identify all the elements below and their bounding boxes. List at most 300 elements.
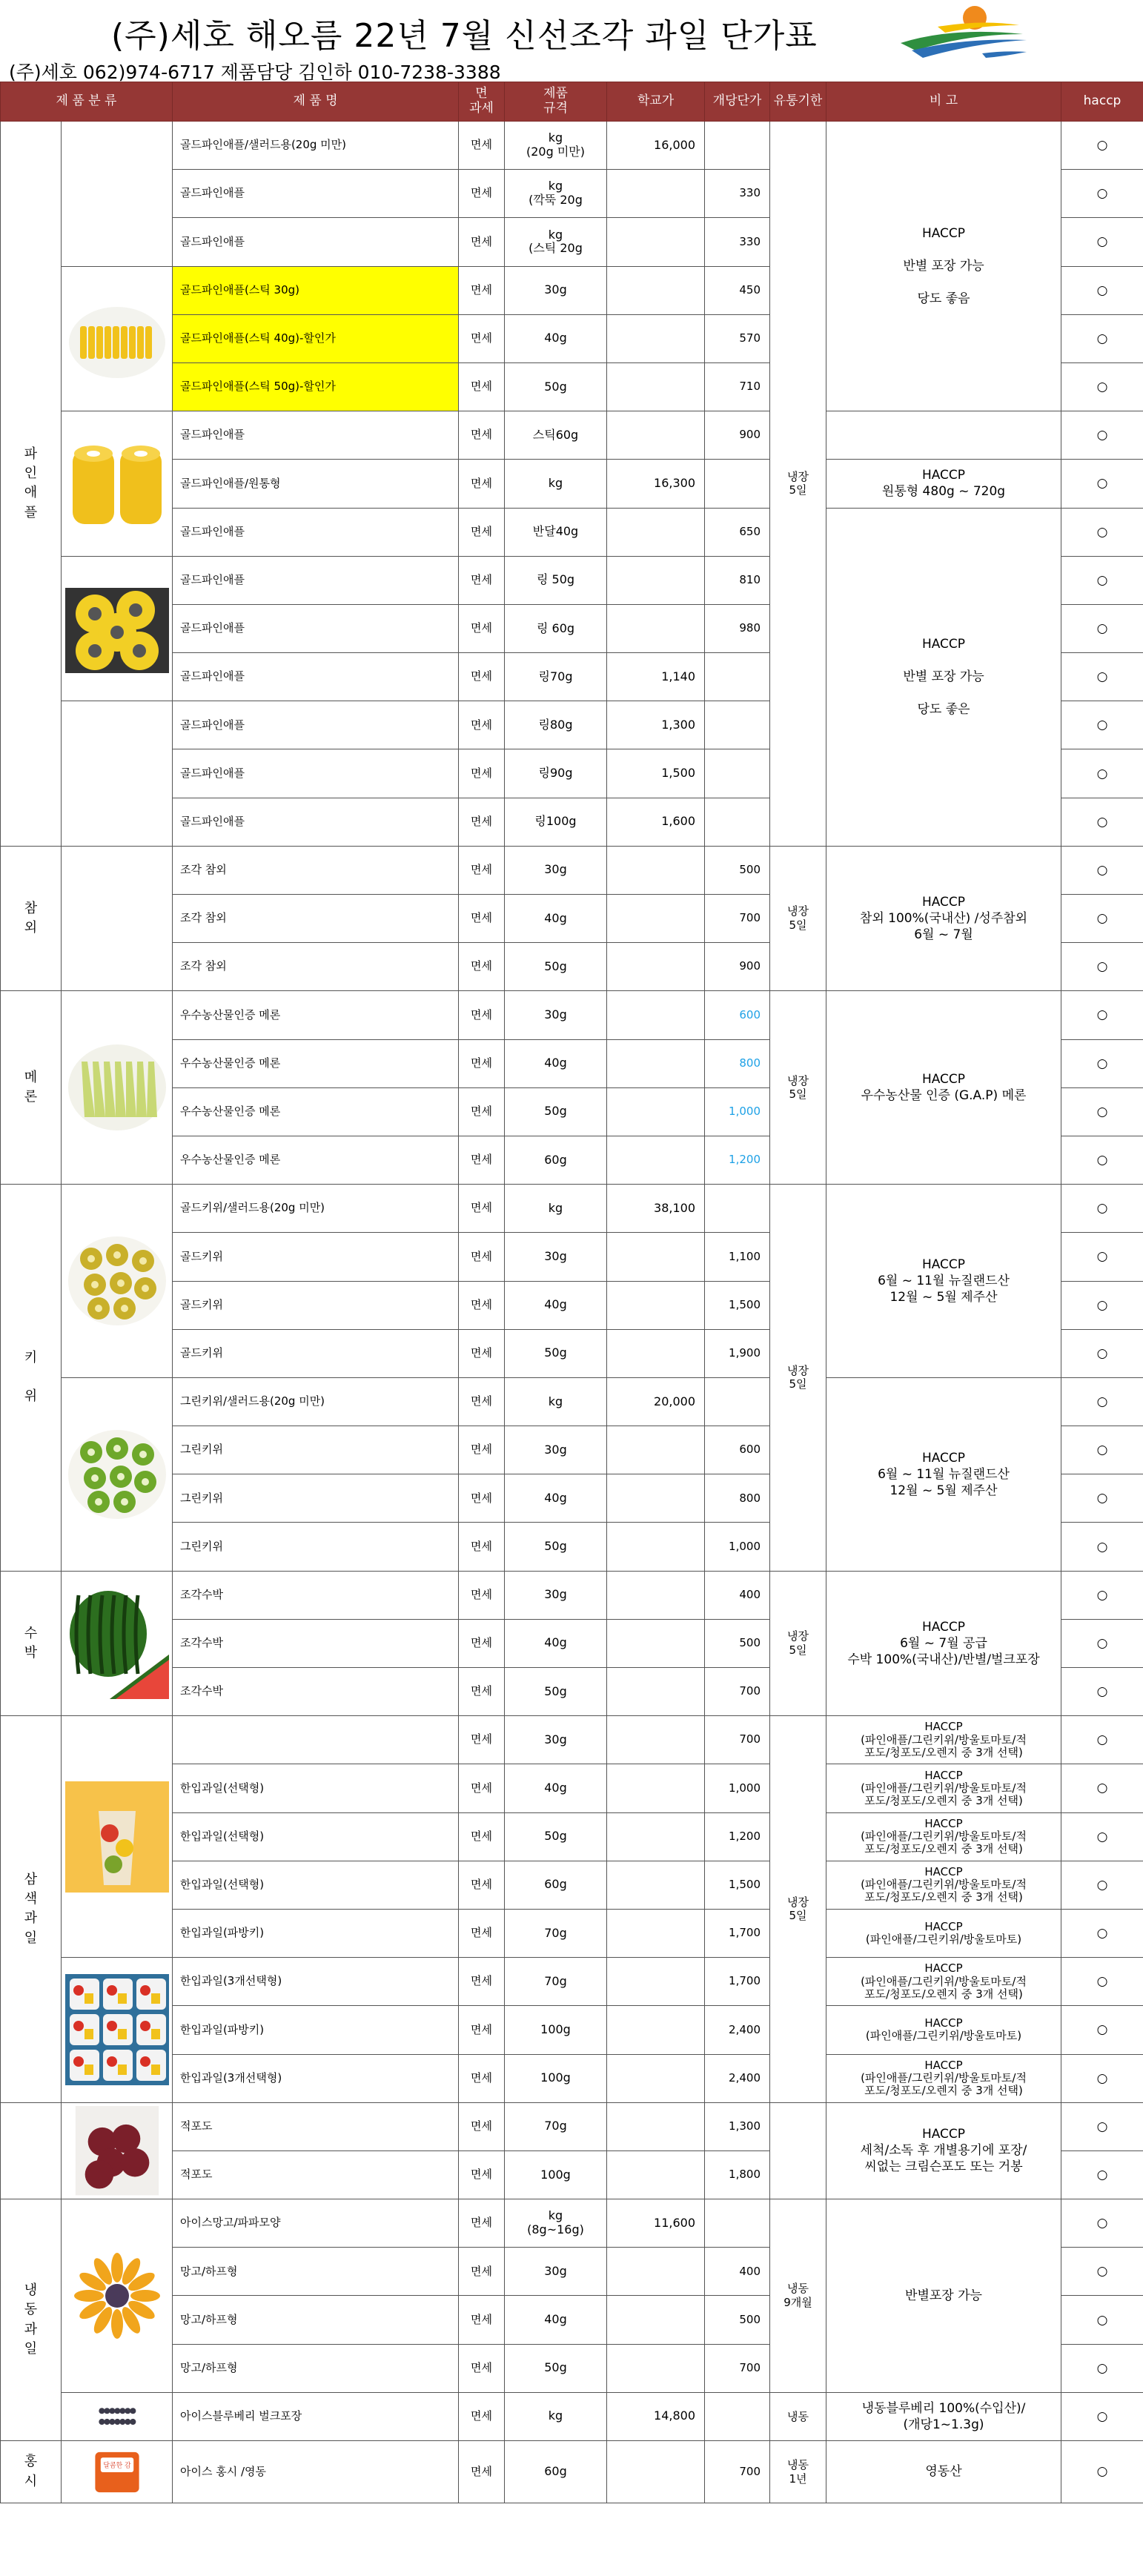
product-name: 골드파인애플(스틱 30g) [173, 266, 459, 314]
unit-price-cell: 600 [705, 991, 770, 1039]
unit-price-cell: 1,300 [705, 2102, 770, 2150]
unit-price-cell: 400 [705, 1571, 770, 1619]
blueberry-photo [65, 2396, 169, 2437]
tax-cell: 면세 [459, 1958, 505, 2006]
haccp-mark: ○ [1061, 1233, 1143, 1281]
spec-cell: kg (8g~16g) [505, 2199, 607, 2248]
school-price-cell: 1,300 [607, 701, 705, 749]
note-cell: HACCP (파인애플/그린키위/방울토마토/적 포도/청포도/오렌지 중 3개 선택) [826, 1812, 1061, 1861]
school-price-cell [607, 895, 705, 943]
note-cell: HACCP 반별 포장 가능 당도 좋은 [826, 508, 1061, 846]
unit-price-cell: 700 [705, 2344, 770, 2392]
spec-cell: 30g [505, 1716, 607, 1764]
product-name: 망고/하프형 [173, 2296, 459, 2344]
note-cell: HACCP (파인애플/그린키위/방울토마토/적 포도/청포도/오렌지 중 3개 선택) [826, 2054, 1061, 2102]
product-image-cell [62, 846, 173, 991]
haccp-mark: ○ [1061, 1571, 1143, 1619]
tax-cell: 면세 [459, 846, 505, 894]
unit-price-cell: 700 [705, 1716, 770, 1764]
shelf-life-cell: 냉동 [770, 2392, 826, 2440]
spec-cell: 40g [505, 1474, 607, 1523]
table-row [1, 991, 1143, 1039]
page-header [0, 0, 1143, 82]
unit-price-cell: 810 [705, 556, 770, 604]
tax-cell: 면세 [459, 122, 505, 170]
school-price-cell [607, 1281, 705, 1329]
haccp-mark: ○ [1061, 1668, 1143, 1716]
product-image-cell [62, 1571, 173, 1716]
spec-cell: kg [505, 1377, 607, 1426]
col-unit-price: 개당단가 [705, 82, 770, 122]
note-cell: 반별포장 가능 [826, 2199, 1061, 2393]
unit-price-cell: 800 [705, 1039, 770, 1087]
product-image-cell [62, 1716, 173, 1958]
school-price-cell [607, 2441, 705, 2503]
table-row [1, 846, 1143, 894]
note-cell: HACCP (파인애플/그린키위/방울토마토) [826, 2006, 1061, 2054]
tax-cell: 면세 [459, 2102, 505, 2150]
product-name: 아이스블루베리 벌크포장 [173, 2392, 459, 2440]
unit-price-cell: 980 [705, 604, 770, 652]
haccp-mark: ○ [1061, 411, 1143, 460]
pine-cyl-photo [65, 428, 169, 539]
unit-price-cell: 450 [705, 266, 770, 314]
spec-cell: 30g [505, 1571, 607, 1619]
unit-price-cell: 570 [705, 314, 770, 362]
product-image-cell [62, 701, 173, 847]
product-name: 조각 참외 [173, 846, 459, 894]
product-name: 조각 참외 [173, 943, 459, 991]
haccp-mark: ○ [1061, 2248, 1143, 2296]
unit-price-cell: 1,500 [705, 1281, 770, 1329]
school-price-cell [607, 1909, 705, 1957]
product-image-cell [62, 2441, 173, 2503]
col-haccp: haccp [1061, 82, 1143, 122]
tax-cell: 면세 [459, 556, 505, 604]
school-price-cell [607, 943, 705, 991]
tax-cell: 면세 [459, 895, 505, 943]
spec-cell: 40g [505, 1619, 607, 1667]
spec-cell: 60g [505, 1861, 607, 1909]
table-row [1, 1812, 1143, 1861]
haccp-mark: ○ [1061, 1136, 1143, 1184]
spec-cell: 링90g [505, 749, 607, 798]
tax-cell: 면세 [459, 1812, 505, 1861]
unit-price-cell: 2,400 [705, 2006, 770, 2054]
school-price-cell [607, 266, 705, 314]
tax-cell: 면세 [459, 1329, 505, 1377]
unit-price-cell: 800 [705, 1474, 770, 1523]
haccp-mark: ○ [1061, 604, 1143, 652]
product-name: 한입과일(선택형) [173, 1764, 459, 1812]
product-image-cell [62, 122, 173, 267]
spec-cell: 50g [505, 1668, 607, 1716]
note-cell: HACCP (파인애플/그린키위/방울토마토/적 포도/청포도/오렌지 중 3개 선택) [826, 1764, 1061, 1812]
col-note: 비 고 [826, 82, 1061, 122]
product-name: 아이스망고/파파모양 [173, 2199, 459, 2248]
unit-price-cell: 1,700 [705, 1958, 770, 2006]
school-price-cell [607, 1716, 705, 1764]
unit-price-cell [705, 460, 770, 508]
spec-cell: 60g [505, 1136, 607, 1184]
product-name: 조각수박 [173, 1619, 459, 1667]
category-cell: 파 인 애 플 [1, 122, 62, 847]
product-name: 한입과일(선택형) [173, 1861, 459, 1909]
shelf-life-cell: 냉동 9개월 [770, 2199, 826, 2393]
tax-cell: 면세 [459, 943, 505, 991]
col-spec: 제품 규격 [505, 82, 607, 122]
haccp-mark: ○ [1061, 1377, 1143, 1426]
haccp-mark: ○ [1061, 1426, 1143, 1474]
unit-price-cell: 600 [705, 1426, 770, 1474]
product-name: 골드파인애플 [173, 411, 459, 460]
haccp-mark: ○ [1061, 1861, 1143, 1909]
unit-price-cell: 1,700 [705, 1909, 770, 1957]
product-name: 골드키위/샐러드용(20g 미만) [173, 1185, 459, 1233]
haccp-mark: ○ [1061, 2054, 1143, 2102]
product-name: 우수농산물인증 메론 [173, 991, 459, 1039]
product-name: 골드파인애플 [173, 604, 459, 652]
school-price-cell [607, 1619, 705, 1667]
table-row [1, 508, 1143, 556]
col-category: 제 품 분 류 [1, 82, 173, 122]
haccp-mark: ○ [1061, 314, 1143, 362]
table-row [1, 2006, 1143, 2054]
category-cell: 참 외 [1, 846, 62, 991]
spec-cell: 30g [505, 266, 607, 314]
school-price-cell: 1,140 [607, 653, 705, 701]
persimmon-box-label: 달콤한 감 [102, 2462, 131, 2470]
note-cell: 영동산 [826, 2441, 1061, 2503]
haccp-mark: ○ [1061, 2102, 1143, 2150]
haccp-mark: ○ [1061, 218, 1143, 266]
tax-cell: 면세 [459, 218, 505, 266]
table-row [1, 2199, 1143, 2248]
haccp-mark: ○ [1061, 1764, 1143, 1812]
haccp-mark: ○ [1061, 1474, 1143, 1523]
company-logo [893, 4, 1034, 68]
school-price-cell: 1,600 [607, 798, 705, 846]
school-price-cell [607, 2006, 705, 2054]
product-image-cell [62, 991, 173, 1185]
product-name: 골드파인애플 [173, 170, 459, 218]
haccp-mark: ○ [1061, 1812, 1143, 1861]
school-price-cell: 11,600 [607, 2199, 705, 2248]
haccp-mark: ○ [1061, 991, 1143, 1039]
spec-cell: 100g [505, 2006, 607, 2054]
tax-cell: 면세 [459, 2441, 505, 2503]
school-price-cell [607, 1861, 705, 1909]
spec-cell: 50g [505, 362, 607, 411]
spec-cell: kg (20g 미만) [505, 122, 607, 170]
unit-price-cell [705, 798, 770, 846]
haccp-mark: ○ [1061, 1329, 1143, 1377]
school-price-cell [607, 1087, 705, 1136]
haccp-mark: ○ [1061, 749, 1143, 798]
school-price-cell [607, 1329, 705, 1377]
school-price-cell [607, 604, 705, 652]
school-price-cell [607, 2248, 705, 2296]
haccp-mark: ○ [1061, 2006, 1143, 2054]
spec-cell: 50g [505, 1523, 607, 1571]
unit-price-cell: 330 [705, 218, 770, 266]
tax-cell: 면세 [459, 2199, 505, 2248]
unit-price-cell: 330 [705, 170, 770, 218]
shelf-life-cell: 냉장 5일 [770, 1185, 826, 1572]
haccp-mark: ○ [1061, 653, 1143, 701]
shelf-life-cell [770, 2102, 826, 2199]
unit-price-cell: 1,000 [705, 1764, 770, 1812]
haccp-mark: ○ [1061, 701, 1143, 749]
spec-cell: 40g [505, 1764, 607, 1812]
haccp-mark: ○ [1061, 2392, 1143, 2440]
spec-cell: 40g [505, 2296, 607, 2344]
product-name: 골드파인애플 [173, 508, 459, 556]
note-cell: HACCP 원통형 480g ~ 720g [826, 460, 1061, 508]
school-price-cell [607, 2150, 705, 2199]
school-price-cell [607, 1523, 705, 1571]
tax-cell: 면세 [459, 2296, 505, 2344]
product-name: 우수농산물인증 메론 [173, 1039, 459, 1087]
haccp-mark: ○ [1061, 943, 1143, 991]
tax-cell: 면세 [459, 2392, 505, 2440]
table-row [1, 2054, 1143, 2102]
product-name: 한입과일(파방키) [173, 2006, 459, 2054]
school-price-cell: 20,000 [607, 1377, 705, 1426]
product-name: 망고/하프형 [173, 2248, 459, 2296]
tax-cell: 면세 [459, 798, 505, 846]
table-row [1, 1377, 1143, 1426]
school-price-cell [607, 218, 705, 266]
unit-price-cell: 700 [705, 1668, 770, 1716]
product-name: 그린키위 [173, 1426, 459, 1474]
table-row [1, 1909, 1143, 1957]
table-row [1, 460, 1143, 508]
spec-cell: 반달40g [505, 508, 607, 556]
product-name: 골드키위 [173, 1233, 459, 1281]
product-name: 골드파인애플(스틱 50g)-할인가 [173, 362, 459, 411]
tax-cell: 면세 [459, 460, 505, 508]
school-price-cell [607, 314, 705, 362]
product-name: 적포도 [173, 2102, 459, 2150]
unit-price-cell: 500 [705, 2296, 770, 2344]
tax-cell: 면세 [459, 653, 505, 701]
school-price-cell [607, 2102, 705, 2150]
col-name: 제 품 명 [173, 82, 459, 122]
spec-cell: 링70g [505, 653, 607, 701]
spec-cell: 70g [505, 1958, 607, 2006]
tax-cell: 면세 [459, 1281, 505, 1329]
spec-cell: 60g [505, 2441, 607, 2503]
watermelon-photo [65, 1588, 169, 1699]
school-price-cell: 16,300 [607, 460, 705, 508]
tax-cell: 면세 [459, 701, 505, 749]
product-name: 골드파인애플 [173, 701, 459, 749]
product-name: 조각 참외 [173, 895, 459, 943]
product-image-cell [62, 1185, 173, 1378]
school-price-cell [607, 1764, 705, 1812]
spec-cell: kg [505, 1185, 607, 1233]
tax-cell: 면세 [459, 362, 505, 411]
haccp-mark: ○ [1061, 2199, 1143, 2248]
mango-star-photo [65, 2240, 169, 2351]
product-name: 골드키위 [173, 1329, 459, 1377]
spec-cell: 링100g [505, 798, 607, 846]
unit-price-cell [705, 653, 770, 701]
table-row [1, 2102, 1143, 2150]
unit-price-cell: 1,200 [705, 1812, 770, 1861]
note-cell [826, 411, 1061, 460]
unit-price-cell [705, 2392, 770, 2440]
tax-cell: 면세 [459, 1474, 505, 1523]
haccp-mark: ○ [1061, 556, 1143, 604]
goldkiwi-photo [65, 1225, 169, 1337]
product-name: 적포도 [173, 2150, 459, 2199]
tax-cell: 면세 [459, 749, 505, 798]
school-price-cell [607, 846, 705, 894]
page-title: (주)세호 해오름 22년 7월 신선조각 과일 단가표 [111, 17, 818, 55]
unit-price-cell: 900 [705, 411, 770, 460]
haccp-mark: ○ [1061, 2150, 1143, 2199]
haccp-mark: ○ [1061, 122, 1143, 170]
unit-price-cell: 2,400 [705, 2054, 770, 2102]
tax-cell: 면세 [459, 1764, 505, 1812]
spec-cell: 30g [505, 991, 607, 1039]
category-cell: 키 위 [1, 1185, 62, 1572]
category-cell [1, 2102, 62, 2199]
tax-cell: 면세 [459, 2006, 505, 2054]
haccp-mark: ○ [1061, 1087, 1143, 1136]
spec-cell: 50g [505, 2344, 607, 2392]
table-header-row [1, 82, 1143, 122]
product-image-cell [62, 1958, 173, 2103]
haccp-mark: ○ [1061, 2296, 1143, 2344]
product-name: 골드파인애플 [173, 798, 459, 846]
haccp-mark: ○ [1061, 1281, 1143, 1329]
haccp-mark: ○ [1061, 1716, 1143, 1764]
product-name: 아이스 홍시 /영동 [173, 2441, 459, 2503]
spec-cell: kg [505, 2392, 607, 2440]
note-cell: HACCP (파인애플/그린키위/방울토마토) [826, 1909, 1061, 1957]
unit-price-cell [705, 122, 770, 170]
product-name: 골드파인애플 [173, 556, 459, 604]
school-price-cell [607, 1426, 705, 1474]
product-name: 골드파인애플 [173, 653, 459, 701]
pine-ring-photo [65, 573, 169, 684]
school-price-cell [607, 1039, 705, 1087]
spec-cell: 100g [505, 2054, 607, 2102]
haccp-mark: ○ [1061, 2344, 1143, 2392]
tax-cell: 면세 [459, 314, 505, 362]
tax-cell: 면세 [459, 266, 505, 314]
col-tax: 면 과세 [459, 82, 505, 122]
tax-cell: 면세 [459, 1039, 505, 1087]
school-price-cell: 1,500 [607, 749, 705, 798]
school-price-cell [607, 991, 705, 1039]
haccp-mark: ○ [1061, 1958, 1143, 2006]
product-name: 그린키위/샐러드용(20g 미만) [173, 1377, 459, 1426]
tax-cell: 면세 [459, 1571, 505, 1619]
spec-cell: kg (깍뚝 20g [505, 170, 607, 218]
note-cell: HACCP 세척/소독 후 개별용기에 포장/ 씨없는 크림슨포도 또는 거봉 [826, 2102, 1061, 2199]
school-price-cell [607, 508, 705, 556]
product-name: 골드파인애플 [173, 218, 459, 266]
tax-cell: 면세 [459, 1909, 505, 1957]
product-name: 골드파인애플/샐러드용(20g 미만) [173, 122, 459, 170]
product-name: 조각수박 [173, 1668, 459, 1716]
school-price-cell [607, 2344, 705, 2392]
school-price-cell [607, 1812, 705, 1861]
haccp-mark: ○ [1061, 1185, 1143, 1233]
haccp-mark: ○ [1061, 508, 1143, 556]
school-price-cell [607, 1571, 705, 1619]
tax-cell: 면세 [459, 1716, 505, 1764]
haccp-mark: ○ [1061, 266, 1143, 314]
grape-photo [65, 2106, 169, 2195]
haccp-mark: ○ [1061, 798, 1143, 846]
spec-cell: kg [505, 460, 607, 508]
note-cell: 냉동블루베리 100%(수입산)/ (개당1~1.3g) [826, 2392, 1061, 2440]
shelf-life-cell: 냉동 1년 [770, 2441, 826, 2503]
product-name: 한입과일(파방키) [173, 1909, 459, 1957]
pine-stick-photo [65, 283, 169, 394]
spec-cell: 100g [505, 2150, 607, 2199]
tax-cell: 면세 [459, 1861, 505, 1909]
shelf-life-cell: 냉장 5일 [770, 991, 826, 1185]
tax-cell: 면세 [459, 2054, 505, 2102]
product-name: 골드파인애플/원통형 [173, 460, 459, 508]
tax-cell: 면세 [459, 1377, 505, 1426]
mango-cup-photo [65, 1781, 169, 1893]
spec-cell: 30g [505, 1233, 607, 1281]
tax-cell: 면세 [459, 1619, 505, 1667]
melon-photo [65, 1032, 169, 1143]
table-row [1, 2441, 1143, 2503]
note-cell: HACCP (파인애플/그린키위/방울토마토/적 포도/청포도/오렌지 중 3개 선택) [826, 1716, 1061, 1764]
school-price-cell [607, 1136, 705, 1184]
unit-price-cell: 1,800 [705, 2150, 770, 2199]
school-price-cell [607, 2054, 705, 2102]
unit-price-cell: 500 [705, 1619, 770, 1667]
unit-price-cell: 700 [705, 2441, 770, 2503]
unit-price-cell: 400 [705, 2248, 770, 2296]
table-row [1, 1861, 1143, 1909]
product-name: 골드키위 [173, 1281, 459, 1329]
school-price-cell: 16,000 [607, 122, 705, 170]
greenkiwi-photo [65, 1419, 169, 1530]
category-cell: 홍 시 [1, 2441, 62, 2503]
spec-cell: 링 50g [505, 556, 607, 604]
tax-cell: 면세 [459, 2248, 505, 2296]
unit-price-cell: 1,500 [705, 1861, 770, 1909]
school-price-cell [607, 1474, 705, 1523]
tax-cell: 면세 [459, 508, 505, 556]
product-name: 조각수박 [173, 1571, 459, 1619]
tax-cell: 면세 [459, 1087, 505, 1136]
school-price-cell [607, 170, 705, 218]
tax-cell: 면세 [459, 604, 505, 652]
category-cell: 메 론 [1, 991, 62, 1185]
note-cell: HACCP 우수농산물 인증 (G.A.P) 메론 [826, 991, 1061, 1185]
table-row [1, 1958, 1143, 2006]
spec-cell: 70g [505, 1909, 607, 1957]
haccp-mark: ○ [1061, 170, 1143, 218]
school-price-cell: 38,100 [607, 1185, 705, 1233]
school-price-cell [607, 1668, 705, 1716]
category-cell: 수 박 [1, 1571, 62, 1716]
unit-price-cell: 1,000 [705, 1523, 770, 1571]
haccp-mark: ○ [1061, 1909, 1143, 1957]
